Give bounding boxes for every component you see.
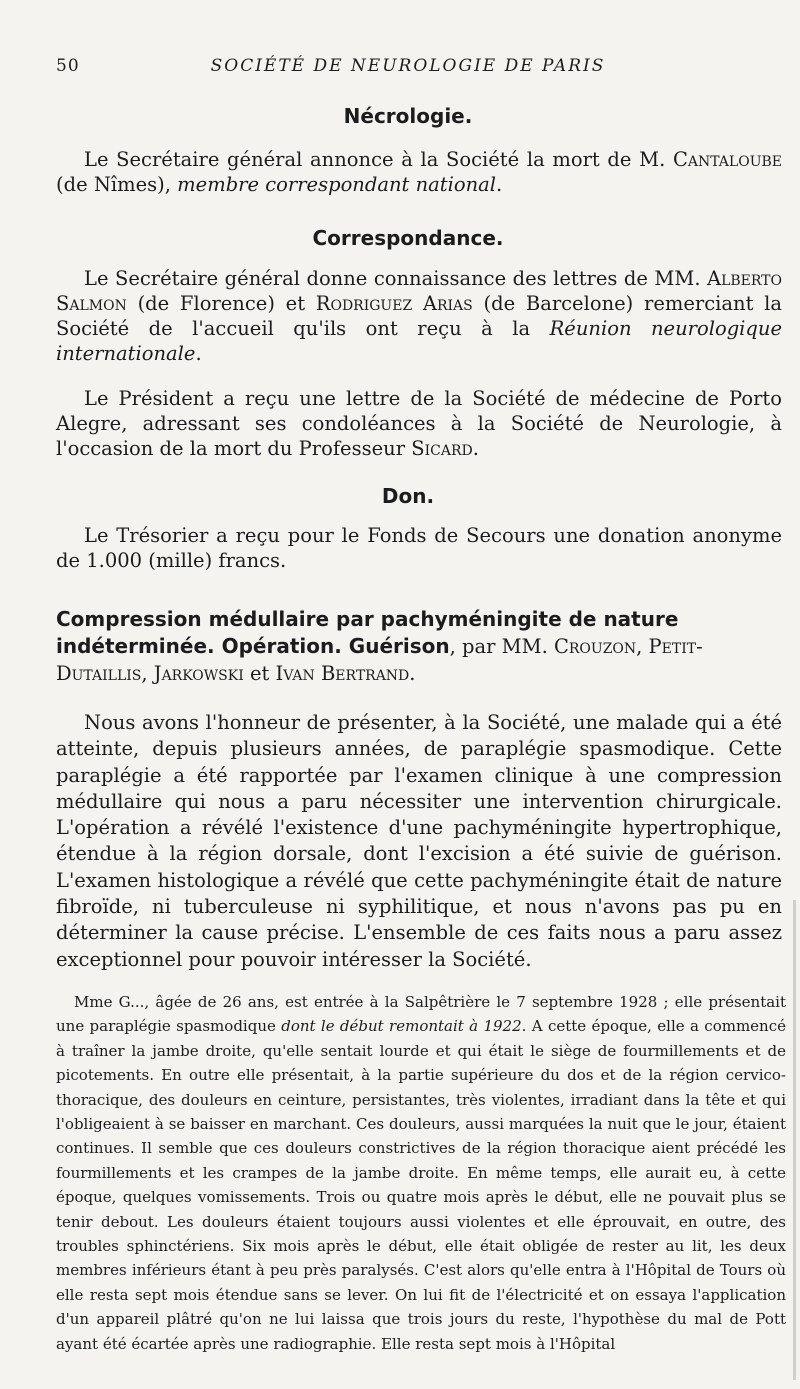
person-name: Alberto Salmon	[56, 267, 782, 315]
heading-correspondance: Correspondance.	[312, 226, 504, 250]
italic-text: Réunion neurologique internationale	[56, 317, 782, 365]
running-title: SOCIÉTÉ DE NEUROLOGIE DE PARIS	[210, 56, 606, 76]
text-run: Le Secrétaire général donne connaissance des lettres de MM.	[84, 267, 707, 290]
page-number: 50	[56, 56, 80, 76]
heading-don: Don.	[381, 484, 435, 508]
person-name: Sicard	[411, 437, 473, 460]
paragraph-necrologie	[56, 147, 782, 197]
heading-necrologie: Nécrologie.	[343, 104, 473, 128]
article-title-bold: Compression médullaire par pachyméningite de nature indéterminée. Opération. Guérison	[56, 607, 679, 658]
text-run: Mme G..., âgée de 26 ans, est entrée à la Salpêtrière le 7 septembre 1928 ; elle présentait une paraplégie spasmodique	[56, 993, 786, 1036]
article-body: Nous avons l'honneur de présenter, à la Société, une malade qui a été atteinte, depuis plusieurs années, de paraplégie spasmodique. Cette paraplégie a été rapportée par l'examen clinique à une compression médullaire qui nous a paru nécessiter une intervention chirurgicale. L'opération a révélé l'existence d'une pachyméningite hypertrophique, étendue à la région dorsale, dont l'excision a été suivie de guérison. L'examen histologique a révélé que cette pachyméningite était de nature fibroïde, ni tuberculeuse ni syphilitique, et nous n'avons pas pu en déterminer la cause précise. L'ensemble de ces faits nous a paru assez exceptionnel pour pouvoir intéresser la Société.	[56, 711, 782, 971]
article-title	[56, 606, 782, 687]
text-run: , par MM.	[449, 635, 554, 658]
text-run: .	[472, 437, 479, 460]
case-description	[56, 990, 786, 1356]
italic-text: membre correspondant national	[177, 173, 496, 196]
italic-text: dont le début remontait à 1922	[281, 1017, 522, 1036]
text-run: (de Barcelone) remerciant la Société de l'accueil qu'ils ont reçu à la	[56, 292, 782, 340]
page-header	[56, 56, 760, 86]
text-run: Le Président a reçu une lettre de la Société de médecine de Porto Alegre, adressant ses condoléances à la Société de Neurologie, à l'occasion de la mort du Professeur	[56, 387, 782, 460]
text-run: . A cette époque, elle a commencé à traîner la jambe droite, qu'elle sentait lourde et qui était le siège de fourmillements et de picotements. En outre elle présentait, à la partie supérieure du dos et de la région cervico-thoracique, des douleurs en ceinture, persistantes, très violentes, irradiant dans la tête et qui l'obligeaient à se baisser en marchant. Ces douleurs, aussi marquées la nuit que le jour, étaient continues. Il semble que ces douleurs constrictives de la région thoracique aient précédé les fourmillements et les crampes de la jambe droite. En même temps, elle aurait eu, à cette époque, quelques vomissements. Trois ou quatre mois après le début, elle ne pouvait plus se tenir debout. Les douleurs étaient toujours aussi violentes et elle éprouvait, en outre, des troubles sphinctériens. Six mois après le début, elle était obligée de rester au lit, les deux membres inférieurs étant à peu près paralysés. C'est alors qu'elle entra à l'Hôpital de Tours où elle resta sept mois étendue sans se lever. On lui fit de l'électricité et on essaya l'application d'un appareil plâtré qu'on ne lui laissa que trois jours du reste, l'hypothèse du mal de Pott ayant été écartée après une radiographie. Elle resta sept mois à l'Hôpital	[56, 1017, 786, 1353]
text-run: Le Secrétaire général annonce à la Société la mort de M.	[84, 148, 673, 171]
person-name: Rodriguez Arias	[315, 292, 473, 315]
text-run: et	[243, 662, 276, 685]
authors: Ivan Bertrand	[275, 662, 410, 685]
text-run: (de Nîmes),	[56, 173, 178, 196]
paragraph-don: Le Trésorier a reçu pour le Fonds de Secours une donation anonyme de 1.000 (mille) francs.	[56, 524, 782, 572]
text-run: (de Florence) et	[126, 292, 316, 315]
text-run: .	[409, 662, 416, 685]
page-edge-shadow	[793, 900, 796, 1380]
paragraph-correspondance-1	[56, 266, 782, 366]
text-run: .	[195, 342, 202, 365]
person-name: Cantaloube	[672, 148, 782, 171]
text-run: .	[496, 173, 503, 196]
paragraph-correspondance-2	[56, 386, 782, 461]
authors: Crouzon, Petit-Dutaillis, Jarkowski	[56, 635, 703, 685]
